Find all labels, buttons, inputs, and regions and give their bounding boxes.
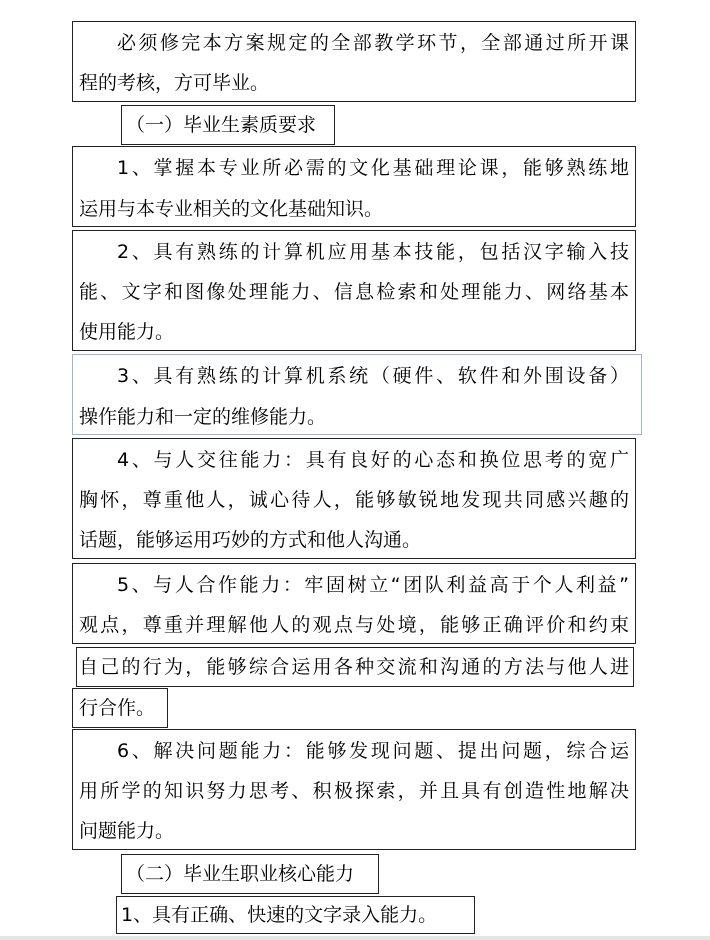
text-line: 1、具有正确、快速的文字录入能力。 — [121, 904, 438, 926]
section-heading-quality-requirements — [121, 105, 335, 145]
paragraph-item-2 — [72, 230, 636, 351]
text-line: 2、具有熟练的计算机应用基本技能，包括汉字输入技 — [117, 241, 629, 263]
text-line: 3、具有熟练的计算机系统（硬件、软件和外围设备） — [117, 365, 629, 387]
text-line: 行合作。 — [79, 697, 156, 719]
paragraph-item-6 — [72, 729, 636, 850]
paragraph-item-4 — [72, 438, 636, 559]
text-line: 话题，能够运用巧妙的方式和他人沟通。 — [79, 529, 422, 551]
paragraph-graduation-requirement — [72, 21, 636, 102]
text-line: 程的考核，方可毕业。 — [79, 72, 270, 94]
paragraph-item-5 — [72, 563, 636, 644]
section-heading-core-abilities — [121, 854, 379, 894]
text-line: 胸怀，尊重他人，诚心待人，能够敏锐地发现共同感兴趣的 — [79, 489, 629, 511]
text-line: 能、文字和图像处理能力、信息检索和处理能力、网络基本 — [79, 281, 629, 303]
heading-text: （二）毕业生职业核心能力 — [126, 863, 355, 885]
heading-text: （一）毕业生素质要求 — [126, 114, 317, 136]
text-line: 6、解决问题能力：能够发现问题、提出问题，综合运 — [117, 740, 629, 762]
paragraph-item-3 — [72, 354, 642, 435]
text-line: 使用能力。 — [79, 321, 175, 343]
text-line: 自己的行为，能够综合运用各种交流和沟通的方法与他人进 — [79, 656, 629, 678]
text-line: 问题能力。 — [79, 820, 175, 842]
text-line: 必须修完本方案规定的全部教学环节，全部通过所开课 — [117, 32, 629, 54]
paragraph-item-5-continued — [76, 647, 634, 687]
text-line: 1、掌握本专业所必需的文化基础理论课，能够熟练地 — [117, 157, 629, 179]
text-line: 操作能力和一定的维修能力。 — [79, 406, 327, 428]
text-line: 4、与人交往能力：具有良好的心态和换位思考的宽广 — [117, 449, 629, 471]
page-bottom-edge — [0, 936, 710, 940]
text-line: 5、与人合作能力：牢固树立“团队利益高于个人利益” — [117, 574, 629, 596]
text-line: 用所学的知识努力思考、积极探索，并且具有创造性地解决 — [79, 780, 629, 802]
text-line: 观点，尊重并理解他人的观点与处境，能够正确评价和约束 — [79, 614, 629, 636]
paragraph-item-5-end — [72, 688, 168, 728]
paragraph-core-ability-1 — [116, 896, 475, 934]
paragraph-item-1 — [72, 146, 636, 227]
text-line: 运用与本专业相关的文化基础知识。 — [79, 198, 384, 220]
